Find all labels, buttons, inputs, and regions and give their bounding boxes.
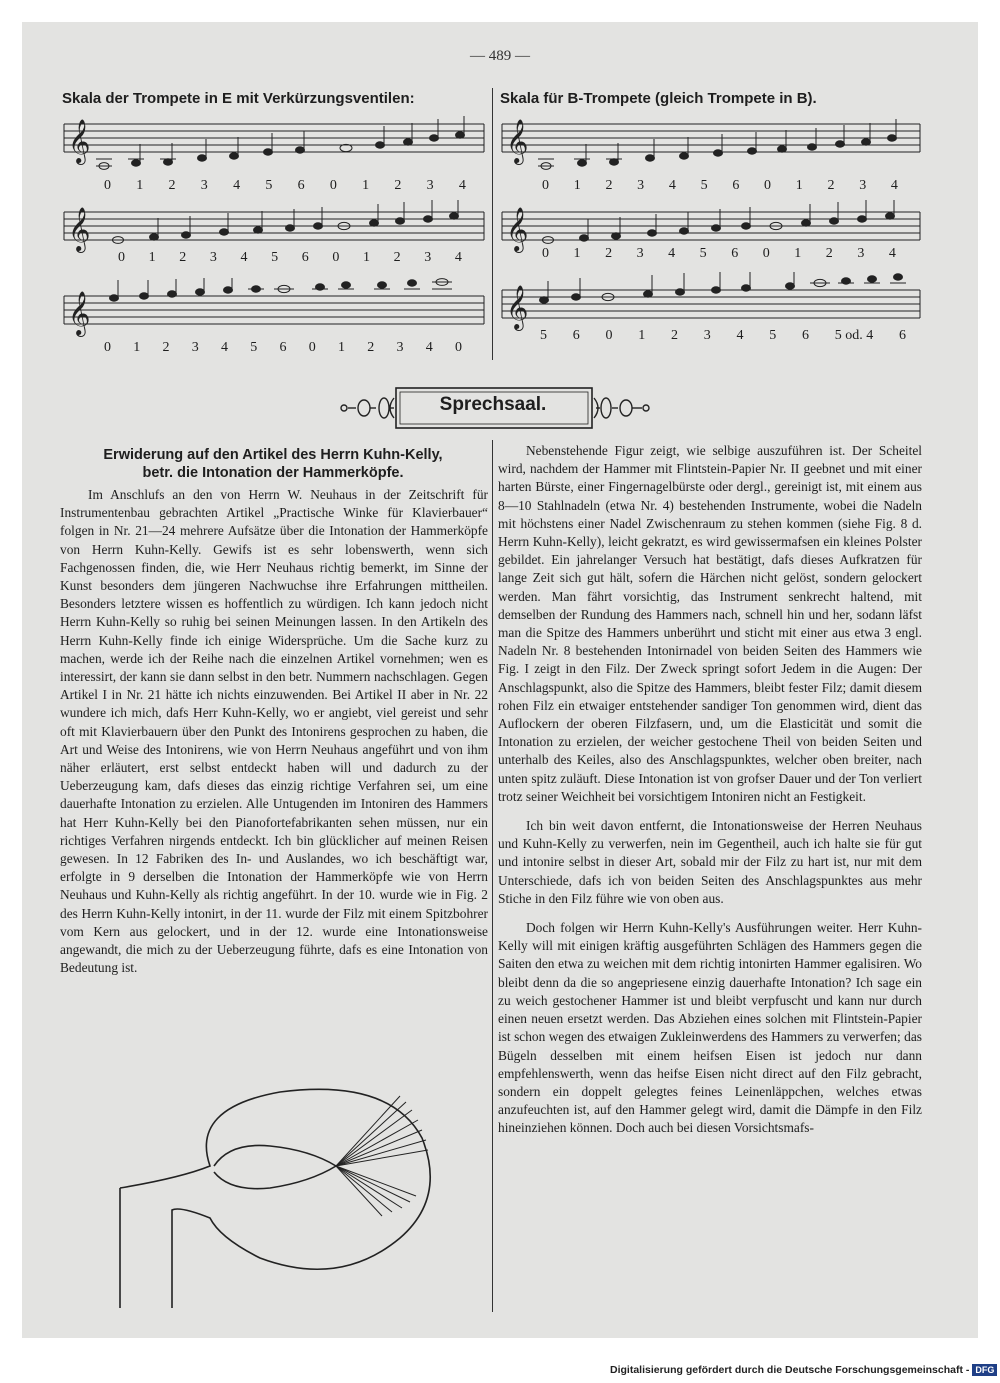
valve-number: 2	[605, 246, 613, 261]
section-title: Sprechsaal.	[439, 394, 547, 415]
valve-number: 6	[731, 246, 739, 261]
valve-number: 6	[297, 178, 305, 193]
valve-numbers	[542, 178, 898, 194]
valve-number: 0	[308, 340, 316, 355]
music-staff	[62, 116, 486, 174]
staff-svg	[500, 272, 924, 332]
valve-number: 4	[454, 250, 462, 265]
ornament-icon	[341, 398, 394, 418]
valve-number: 2	[162, 340, 170, 355]
ornament-icon	[594, 398, 649, 418]
article-paragraph: Ich bin weit davon entfernt, die Intonationsweise der Herren Neuhaus und Kuhn-Kelly zu verwerfen, nein im Gegentheil, auch ich halte sie für gut und intonire selbst in dieser Art, sobald mir der Filz zu hart ist, nur mit dem Unterschiede, dafs ich von beiden Seiten des Anschlagspunktes aus mehr Stiche in den Filz führe wie von oben aus.	[498, 818, 922, 906]
column-rule-body	[492, 440, 493, 1312]
valve-number: 2	[179, 250, 187, 265]
valve-number: 6	[732, 178, 740, 193]
treble-clef-icon: 𝄞	[68, 207, 91, 251]
valve-number: 1	[795, 178, 803, 193]
treble-clef-icon: 𝄞	[506, 207, 529, 251]
valve-number: 0	[104, 178, 111, 193]
dfg-logo: DFG	[972, 1364, 997, 1376]
column-rule-top	[492, 88, 493, 360]
valve-number: 4	[240, 250, 248, 265]
footer-text: Digitalisierung gefördert durch die Deutsche Forschungsgemeinschaft -	[610, 1364, 970, 1376]
valve-number: 2	[671, 328, 678, 343]
digitization-footer	[610, 1364, 997, 1376]
valve-number: 0	[104, 340, 111, 355]
valve-number: 1	[573, 246, 581, 261]
needle-lines	[336, 1096, 428, 1216]
valve-number: 4	[736, 328, 744, 343]
page-number: — 489 —	[470, 48, 530, 64]
valve-number: 4	[221, 340, 228, 355]
right-column	[498, 442, 922, 1138]
valve-number: 1	[363, 250, 370, 265]
valve-numbers	[104, 178, 466, 194]
valve-number: 3	[209, 250, 217, 265]
valve-number: 1	[362, 178, 370, 193]
valve-number: 6	[279, 340, 287, 355]
staff-svg	[62, 116, 486, 174]
valve-number: 0	[764, 178, 772, 193]
scale-title-b-trumpet: Skala für B-Trompete (gleich Trompete in B).	[500, 90, 817, 107]
article-paragraph: Doch folgen wir Herrn Kuhn-Kelly's Ausführungen weiter. Herr Kuhn-Kelly will mit einigen kräftig ausgeführten Schlägen des Hammers gegen die Saiten den etwa zu weichen mit dem richtig intonirten Hammer egalisiren. Wo bleibt denn da die so angepriesene einzig dauerhafte Intonation? Ich sage ein zu weich gestochener Hammer ist und bleibt verpfuscht und kann nur durch einen neuen ersetzt werden. Das Abziehen eines solchen mit Flintstein-Papier ist schon wegen des etwaigen Zukleinwerdens des Hammers zu verwerfen; das Bügeln desselben mit einem heifsen Eisen ist jedoch nur dann empfehlenswerth, wenn das heifse Eisen nicht direct auf den Filz gebracht, sondern ein doppelt gelegtes feines Leinenläppchen, welches etwas anzufeuchten ist, auf den Hammer gelegt wird, damit die Dämpfe in den Filz hineinziehen können. Doch auch bei diesen Vorsichtsmafs-	[498, 920, 922, 1136]
music-staff	[62, 278, 486, 338]
treble-clef-icon: 𝄞	[68, 119, 91, 163]
valve-number: 3	[859, 178, 867, 193]
valve-number: 0	[332, 250, 340, 265]
valve-number: 4	[458, 178, 466, 193]
valve-number: 4	[668, 178, 676, 193]
article-title-line: betr. die Intonation der Hammerköpfe.	[142, 465, 404, 481]
valve-number: 0	[605, 328, 613, 343]
valve-number: 3	[396, 340, 404, 355]
valve-number: 5	[250, 340, 258, 355]
valve-number: 5 od. 4	[834, 328, 874, 343]
valve-number: 1	[638, 328, 646, 343]
valve-number: 2	[825, 246, 833, 261]
treble-clef-icon: 𝄞	[68, 291, 91, 335]
valve-number: 3	[191, 340, 199, 355]
treble-clef-icon: 𝄞	[506, 285, 529, 329]
valve-number: 0	[542, 178, 549, 193]
valve-number: 5	[699, 246, 707, 261]
music-staff	[500, 116, 924, 174]
valve-number: 0	[329, 178, 337, 193]
valve-number: 2	[827, 178, 835, 193]
valve-number: 5	[265, 178, 273, 193]
valve-number: 1	[133, 340, 141, 355]
valve-number: 2	[394, 178, 402, 193]
valve-number: 1	[338, 340, 345, 355]
staff-svg	[62, 278, 486, 338]
article-title-line: Erwiderung auf den Artikel des Herrn Kuhn-Kelly,	[103, 447, 443, 463]
valve-numbers	[104, 340, 462, 356]
valve-number: 0	[542, 246, 549, 261]
valve-number: 2	[168, 178, 176, 193]
valve-number: 0	[455, 340, 462, 355]
valve-number: 2	[393, 250, 401, 265]
treble-clef-icon: 𝄞	[506, 119, 529, 163]
valve-number: 1	[136, 178, 144, 193]
valve-number: 4	[888, 246, 896, 261]
left-column	[60, 486, 488, 977]
article-paragraph: Im Anschlufs an den von Herrn W. Neuhaus in der Zeitschrift für Instrumentenbau gebrachten Artikel „Practische Winke für Klavierbauer“ folgen in Nr. 21—24 mehrere Aufsätze über die Intonation der Hammerköpfe von Herrn Kuhn-Kelly. Gewifs ist es sehr lobenswerth, wenn sich Fachgenossen finden, die, wie Herr Neuhaus richtig bemerkt, im Sinne der Kunst besonders dem jüngeren Nachwuchse ihre Erfahrungen mittheilen. Besonders letztere wissen es hoffentlich zu würdigen. Ich kann jedoch nicht Herrn Kuhn-Kelly so ruhig bei seinen Meinungen lassen. In den Artikeln des Herrn Kuhn-Kelly finde ich einige Widersprüche. Um die Sache kurz zu machen, werde ich der Reihe nach die einzelnen Artikel vornehmen; wen es interessirt, der kann sie dann selbst in den betr. Nummern nachschlagen. Gegen Artikel I in Nr. 21 hätte ich nichts einzuwenden. Bei Artikel II aber in Nr. 22 wundere ich mich, dafs Herr Kuhn-Kelly, wo er angiebt, viel gereist und sehr oft mit Klavierbauern über den Punkt des Intonirens gesprochen zu haben, die Art und Weise des Intonirens, wie von Herrn Neuhaus angeführt und von ihm näher erläutert, erst selbst entdeckt haben will und dadurch zu der Ueberzeugung kam, dafs dieses das einzig richtige Verfahren sei, um eine dauerhafte Intonation zu erzielen. Alle Untugenden im Intoniren des Hammers hat Herr Kuhn-Kelly bei den Pianofortefabrikanten sehen müssen, nur ein richtiges Verfahren nirgends entdeckt. Ich bin glücklicher auf meinen Reisen gewesen. In 12 Fabriken des In- und Auslandes, wo ich beschäftigt war, erfolgte in 9 derselben die Intonation der Hammerköpfe wie von Herrn Neuhaus und Kuhn-Kelly als richtig angeführt. In der 10. wurde wie in Fig. 2 des Herrn Kuhn-Kelly intonirt, in der 11. wurde der Filz mit einem Spitzbohrer vom Kern aus gelockert, und in der 12. wurde eine Intonationsweise angewandt, die mich zu der Ueberzeugung führte, dafs es eine Intonation von Bedeutung ist.	[60, 487, 488, 976]
valve-number: 3	[200, 178, 208, 193]
valve-number: 3	[703, 328, 711, 343]
valve-number: 4	[425, 340, 433, 355]
staff-svg	[500, 116, 924, 174]
valve-number: 6	[572, 328, 580, 343]
valve-number: 2	[605, 178, 613, 193]
hammer-keil	[214, 1145, 336, 1188]
valve-number: 6	[301, 250, 309, 265]
valve-numbers	[118, 250, 462, 266]
valve-number: 4	[890, 178, 898, 193]
valve-number: 3	[424, 250, 432, 265]
valve-number: 2	[367, 340, 375, 355]
valve-number: 1	[148, 250, 156, 265]
valve-number: 5	[271, 250, 279, 265]
valve-number: 3	[426, 178, 434, 193]
valve-number: 0	[118, 250, 125, 265]
valve-number: 5	[700, 178, 708, 193]
valve-number: 4	[233, 178, 241, 193]
valve-number: 6	[899, 328, 906, 343]
valve-number: 5	[769, 328, 777, 343]
valve-number: 0	[762, 246, 770, 261]
article-title	[56, 446, 490, 482]
article-paragraph: Nebenstehende Figur zeigt, wie selbige auszuführen ist. Der Scheitel wird, nachdem der Hammer mit Flintstein-Papier Nr. II geebnet und mit einer harten Bürste, einer Fingernagelbürste oder dergl., gereinigt ist, mit einem aus 8—10 Stahlnadeln (etwa Nr. 4) bestehenden Instrumente, wobei die Nadeln mit höchstens einer Nadel Zwischenraum zu stehen kommen (siehe Fig. 8 d. Herrn Kuhn-Kelly), leicht gekratzt, es wird gewissermafsen ein kleines Polster gebildet. Ein jahrelanger Versuch hat bestätigt, dafs dieses Aufkratzen für lange Zeit sich gut hält, sofern die Härchen nicht gelöst, sondern gelockert werden. Man fährt vorsichtig, das Instrument senkrecht haltend, mit demselben der Rundung des Hammers nach, schnell hin und her, sodann läfst man die Spitze des Hammers unberührt und sticht mit einer aus etwa 3 engl. Nadeln Nr. 8 bestehenden Intonirnadel von beiden Seiten des Hammers wie Fig. I zeigt in den Filz. Der Zweck springt sofort Jedem in die Augen: Der Anschlagspunkt, also die Spitze des Hammers, bleibt fester Filz; damit diesem rohen Filz ein etwaiger entstehender sandiger Ton genommen wird, dient das Auflockern der oberen Filzfasern, und, um die Elasticität und somit die Intonation zu erzielen, der weicher gestochene Theil von beiden Seiten und unterhalb des Keiles, also des Anschlagspunktes, welcher oben breiter, nach unten spitz zuläuft. Diese Intonation ist von grofser Dauer und der Ton verliert trotz seiner Weichheit bei vorsichtigem Intoniren nicht an Festigkeit.	[498, 443, 922, 804]
scale-title-e-trumpet: Skala der Trompete in E mit Verkürzungsventilen:	[62, 90, 415, 107]
valve-number: 3	[636, 246, 644, 261]
valve-number: 4	[668, 246, 676, 261]
valve-number: 3	[637, 178, 645, 193]
valve-numbers	[540, 328, 906, 344]
hammer-figure	[110, 1078, 440, 1330]
valve-number: 1	[573, 178, 581, 193]
music-staff	[500, 272, 924, 332]
valve-numbers	[542, 246, 896, 262]
valve-number: 1	[794, 246, 802, 261]
valve-number: 3	[857, 246, 865, 261]
valve-number: 5	[540, 328, 547, 343]
valve-number: 6	[802, 328, 809, 343]
